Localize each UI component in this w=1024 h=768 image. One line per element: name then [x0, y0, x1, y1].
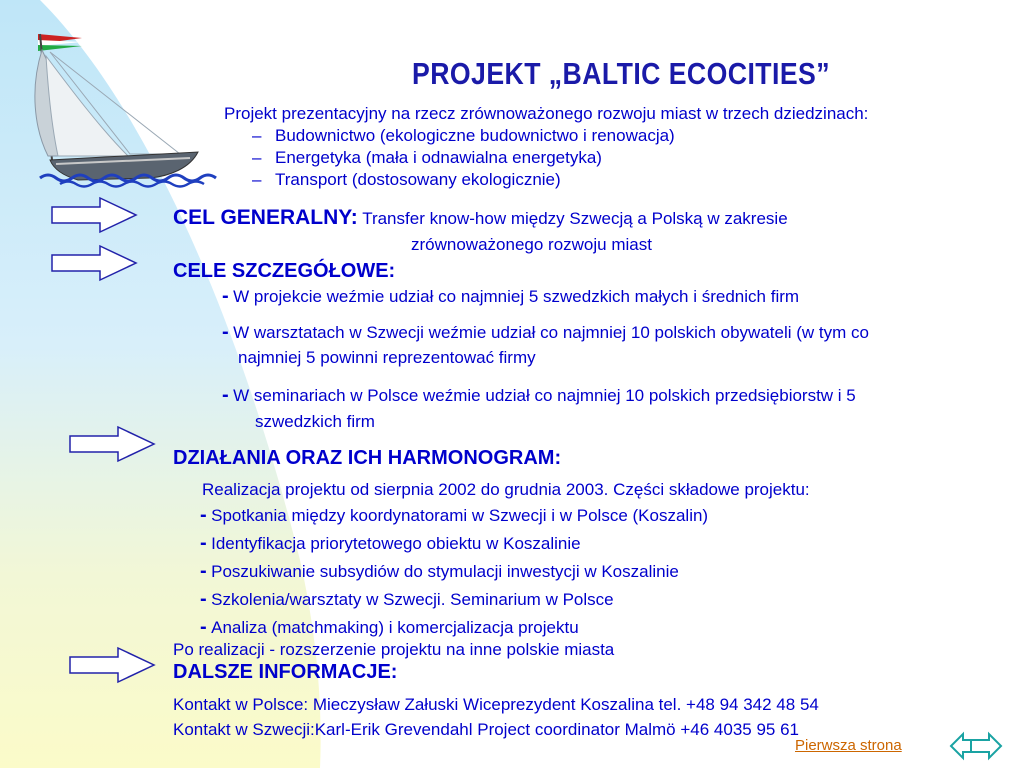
action-item	[200, 532, 581, 555]
action-item-text: Analiza (matchmaking) i komercjalizacja projektu	[211, 618, 579, 637]
bullet-dash: -	[200, 588, 207, 610]
arrow-right-icon	[50, 195, 140, 235]
bullet-dash: -	[222, 285, 229, 307]
actions-after: Po realizacji - rozszerzenie projektu na inne polskie miasta	[173, 640, 615, 659]
action-item-text: Poszukiwanie subsydiów do stymulacji inwestycji w Koszalinie	[211, 562, 679, 581]
goal-item	[222, 285, 799, 308]
actions-heading: DZIAŁANIA ORAZ ICH HARMONOGRAM:	[173, 447, 562, 469]
nav-next-icon[interactable]	[969, 731, 1003, 761]
area-item: Budownictwo (ekologiczne budownictwo i renowacja)	[275, 126, 675, 145]
goal-general	[173, 206, 788, 230]
bullet-dash: -	[200, 560, 207, 582]
bullet-dash: -	[200, 616, 207, 638]
bullet-dash: -	[200, 504, 207, 526]
bullet-dash: -	[200, 532, 207, 554]
area-item: Transport (dostosowany ekologicznie)	[275, 170, 561, 189]
goal-item	[222, 384, 856, 407]
goal-general-text: Transfer know-how między Szwecją a Polską w zakresie	[362, 209, 788, 228]
area-dash: –	[252, 170, 262, 189]
goal-item-text-cont: szwedzkich firm	[255, 412, 375, 431]
goal-item-text-cont: najmniej 5 powinni reprezentować firmy	[238, 348, 536, 367]
action-item	[200, 588, 614, 611]
sailboat-icon	[30, 28, 235, 190]
action-item	[200, 616, 579, 639]
goal-item	[222, 321, 869, 344]
bullet-dash: -	[222, 384, 229, 406]
goal-item-text: W seminariach w Polsce weźmie udział co najmniej 10 polskich przedsiębiorstw i 5	[233, 386, 856, 405]
first-page-link[interactable]: Pierwsza strona	[795, 737, 902, 754]
action-item	[200, 504, 708, 527]
area-item: Energetyka (mała i odnawialna energetyka)	[275, 148, 602, 167]
action-item-text: Spotkania między koordynatorami w Szwecji i w Polsce (Koszalin)	[211, 506, 709, 525]
arrow-right-icon	[68, 424, 158, 464]
goal-item-text: W warsztatach w Szwecji weźmie udział co najmniej 10 polskich obywateli (w tym co	[233, 323, 869, 342]
bullet-dash: -	[222, 321, 229, 343]
goal-item-text: W projekcie weźmie udział co najmniej 5 szwedzkich małych i średnich firm	[233, 287, 800, 306]
goals-specific-heading: CELE SZCZEGÓŁOWE:	[173, 260, 396, 282]
goal-general-heading: CEL GENERALNY:	[173, 206, 358, 229]
more-info-heading: DALSZE INFORMACJE:	[173, 661, 398, 683]
contact-sweden: Kontakt w Szwecji:Karl-Erik Grevendahl Project coordinator Malmö +46 4035 95 61	[173, 720, 800, 739]
action-item	[200, 560, 679, 583]
action-item-text: Identyfikacja priorytetowego obiektu w Koszalinie	[211, 534, 581, 553]
action-item-text: Szkolenia/warsztaty w Szwecji. Seminarium w Polsce	[211, 590, 614, 609]
arrow-right-icon	[50, 243, 140, 283]
arrow-right-icon	[68, 645, 158, 685]
contact-poland: Kontakt w Polsce: Mieczysław Załuski Wiceprezydent Koszalina tel. +48 94 342 48 54	[173, 695, 819, 714]
area-dash: –	[252, 126, 262, 145]
intro-text: Projekt prezentacyjny na rzecz zrównoważonego rozwoju miast w trzech dziedzinach:	[224, 104, 869, 123]
actions-intro: Realizacja projektu od sierpnia 2002 do grudnia 2003. Części składowe projektu:	[202, 480, 810, 499]
page-title: PROJEKT „BALTIC ECOCITIES”	[412, 56, 831, 91]
goal-general-text-cont: zrównoważonego rozwoju miast	[411, 235, 652, 254]
area-dash: –	[252, 148, 262, 167]
